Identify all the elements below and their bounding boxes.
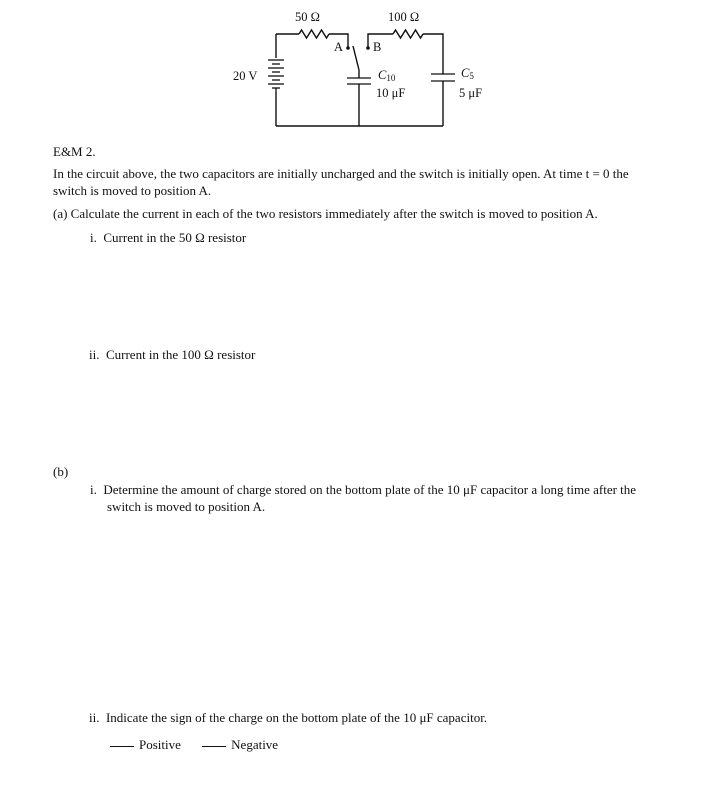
option-negative-label: Negative: [231, 737, 279, 752]
part-b-label: (b): [53, 464, 69, 479]
c10-symbol: $C_{10}$: [378, 68, 396, 83]
part-b-i-line-1: i. Determine the amount of charge stored on the bottom plate of the 10 μF capacitor a long time after the: [90, 482, 637, 497]
resistor-100-zigzag: [393, 30, 423, 38]
part-b-ii: ii. Indicate the sign of the charge on the bottom plate of the 10 μF capacitor.: [89, 710, 488, 725]
switch-label-b: B: [373, 40, 382, 54]
answer-options: [110, 737, 278, 753]
switch-label-a: A: [334, 40, 344, 54]
circuit-diagram: [0, 0, 704, 140]
part-a-ii: ii. Current in the 100 Ω resistor: [89, 347, 256, 362]
positive-blank[interactable]: [110, 746, 134, 747]
part-a-i: i. Current in the 50 Ω resistor: [90, 230, 247, 245]
negative-blank[interactable]: [202, 746, 226, 747]
c5-symbol: $C_5$: [461, 66, 474, 81]
switch-contact-b: [366, 46, 370, 50]
battery-label: 20 V: [233, 69, 258, 83]
option-positive-label: Positive: [139, 737, 181, 752]
problem-intro-line-1: In the circuit above, the two capacitors are initially uncharged and the switch is initially open. At time t = 0 the: [53, 166, 629, 181]
switch-contact-a: [346, 46, 350, 50]
resistor-50-zigzag: [299, 30, 329, 38]
part-b-i-line-2: switch is moved to position A.: [107, 499, 266, 514]
problem-intro-line-2: switch is moved to position A.: [53, 183, 212, 198]
problem-title: E&M 2.: [53, 144, 96, 159]
resistor-50-label: 50 Ω: [295, 10, 320, 24]
part-a-question: (a) Calculate the current in each of the two resistors immediately after the switch is moved to position A.: [53, 206, 598, 221]
switch-blade: [353, 46, 359, 70]
c5-value-label: 5 μF: [459, 86, 483, 100]
wire-r2-to-c5: [423, 34, 443, 74]
c10-value-label: 10 μF: [376, 86, 406, 100]
resistor-100-label: 100 Ω: [388, 10, 420, 24]
